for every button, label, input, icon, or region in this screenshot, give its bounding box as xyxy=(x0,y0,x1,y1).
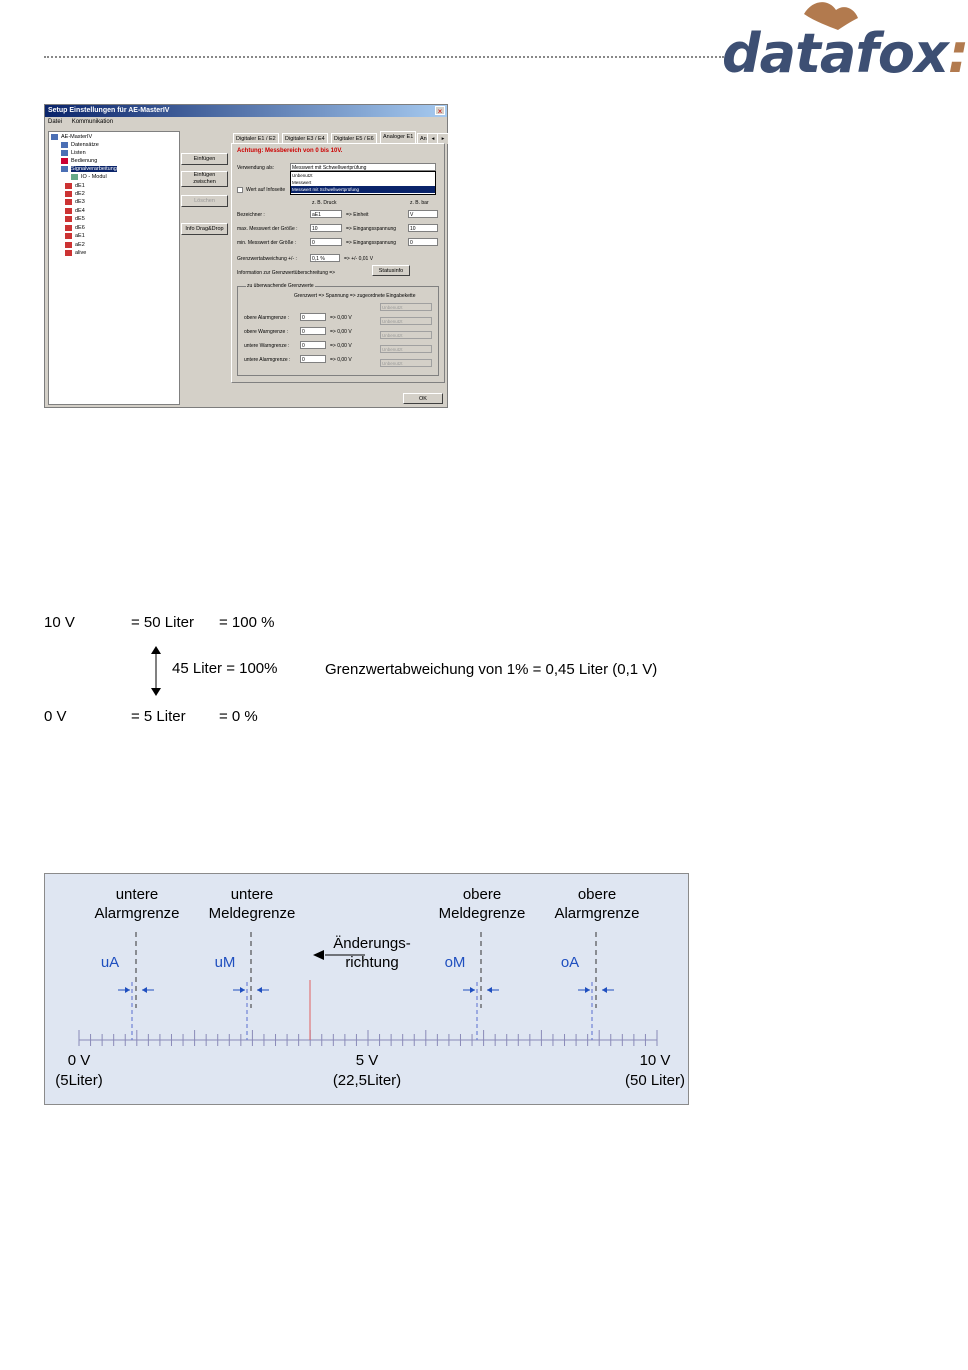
option-messwert-schwellwert[interactable]: Messwert mit Schwellwertprüfung xyxy=(291,186,435,193)
row3-volt: 0 V xyxy=(44,708,67,725)
hysteresis-arrow-icon xyxy=(257,987,262,993)
tab-analog-e1[interactable]: Analoger E1 xyxy=(380,131,416,144)
header-dotted-rule xyxy=(44,56,724,58)
axis-min-liter: (5Liter) xyxy=(55,1072,103,1089)
limit-volt: => 0,00 V xyxy=(330,343,352,349)
module-icon xyxy=(71,174,78,180)
tab-digital-e3-e4[interactable]: Digitaler E3 / E4 xyxy=(282,133,328,144)
signal-icon xyxy=(61,166,68,172)
limit-input[interactable]: 0 xyxy=(300,313,326,321)
deviation-label: Grenzwertabweichung +/- : xyxy=(237,256,297,262)
tree-item-de1[interactable]: dE1 xyxy=(65,182,85,190)
input-icon xyxy=(65,225,72,231)
limit-marker xyxy=(463,932,499,1040)
designation-label: Bezeichner : xyxy=(237,212,265,218)
insert-button[interactable]: Einfügen xyxy=(181,153,228,165)
min-volt-input[interactable]: 0 xyxy=(408,238,438,246)
tree-item-io-modul[interactable]: IO - Modul xyxy=(71,173,107,181)
table-icon xyxy=(61,142,68,148)
row3-percent: = 0 % xyxy=(219,708,258,725)
option-unbenutzt[interactable]: Unbenutzt xyxy=(292,173,313,178)
limit-marker xyxy=(118,932,154,1040)
limits-group xyxy=(237,283,439,376)
tree-item-signalverarbeitung[interactable]: Signalverarbeitung xyxy=(61,165,117,173)
limit-chain-select[interactable]: Unbenutzt xyxy=(380,345,432,353)
tab-scroll-right-icon[interactable]: ▸ xyxy=(437,133,449,144)
hint-left: z. B. Druck xyxy=(312,200,337,206)
hysteresis-arrow-icon xyxy=(470,987,475,993)
input-icon xyxy=(65,191,72,197)
status-info-button[interactable]: Statusinfo xyxy=(372,265,410,276)
marker-um-code: uM xyxy=(214,954,236,971)
min-label: min. Messwert der Größe : xyxy=(237,240,297,246)
marker-um-line2: Meldegrenze xyxy=(208,905,296,922)
usage-options-list xyxy=(290,171,436,195)
axis-mid-volt: 5 V xyxy=(355,1052,379,1069)
min-input[interactable]: 0 xyxy=(310,238,342,246)
operation-icon xyxy=(61,158,68,164)
tab-digital-e5-e6[interactable]: Digitaler E5 / E6 xyxy=(331,133,377,144)
tab-digital-e1-e2[interactable]: Digitaler E1 / E2 xyxy=(233,133,279,144)
tree-item-de2[interactable]: dE2 xyxy=(65,190,85,198)
delete-button[interactable]: Löschen xyxy=(181,195,228,207)
usage-label: Verwendung als: xyxy=(237,165,274,171)
max-volt-label: => Eingangsspannung xyxy=(346,226,397,232)
max-volt-input[interactable]: 10 xyxy=(408,224,438,232)
marker-om-line2: Meldegrenze xyxy=(438,905,526,922)
marker-oa-line1: obere xyxy=(577,886,617,903)
tree-item-datensaetze[interactable]: Datensätze xyxy=(61,141,99,149)
range-warning: Achtung: Messbereich von 0 bis 10V. xyxy=(237,148,343,154)
tree-item-ae2[interactable]: aE2 xyxy=(65,241,85,249)
limit-label: obere Alarmgrenze : xyxy=(244,315,290,321)
limit-label: obere Warngrenze : xyxy=(244,329,289,335)
hysteresis-arrow-icon xyxy=(142,987,147,993)
direction-line1: Änderungs- xyxy=(333,935,411,952)
checkbox-label: Wert auf Infoseite xyxy=(246,187,286,193)
marker-om-line1: obere xyxy=(462,886,502,903)
limit-volt: => 0,00 V xyxy=(330,357,352,363)
marker-ua-line2: Alarmgrenze xyxy=(94,905,180,922)
row1-liter: = 50 Liter xyxy=(131,614,194,631)
hysteresis-arrow-icon xyxy=(602,987,607,993)
ok-button[interactable]: OK xyxy=(403,393,443,404)
close-icon[interactable]: × xyxy=(435,106,445,115)
limit-volt: => 0,00 V xyxy=(330,329,352,335)
limit-chain-select[interactable]: Unbenutzt xyxy=(380,331,432,339)
max-label: max. Messwert der Größe : xyxy=(237,226,298,232)
limit-volt: => 0,00 V xyxy=(330,315,352,321)
limit-input[interactable]: 0 xyxy=(300,355,326,363)
group-title: zu überwachende Grenzwerte xyxy=(247,283,314,289)
range-double-arrow-icon xyxy=(148,646,164,696)
limit-input[interactable]: 0 xyxy=(300,327,326,335)
info-page-checkbox[interactable] xyxy=(237,187,243,193)
tree-item-ae-master[interactable]: AE-MasterIV xyxy=(51,133,92,141)
limit-marker xyxy=(233,932,269,1040)
tree-item-alive[interactable]: alive xyxy=(65,249,86,257)
limit-chain-select[interactable]: Unbenutzt xyxy=(380,317,432,325)
unit-label: => Einheit xyxy=(346,212,369,218)
tab-scroll-left-icon[interactable]: ◂ xyxy=(427,133,439,144)
limit-input[interactable]: 0 xyxy=(300,341,326,349)
input-icon xyxy=(65,250,72,256)
marker-ua-code: uA xyxy=(100,954,120,971)
chain-select-top[interactable]: Unbenutzt xyxy=(380,303,432,311)
input-icon xyxy=(65,208,72,214)
row1-volt: 10 V xyxy=(44,614,75,631)
tab-analog-e2[interactable]: An xyxy=(417,133,430,144)
limit-chain-select[interactable]: Unbenutzt xyxy=(380,359,432,367)
tree-item-de5[interactable]: dE5 xyxy=(65,215,85,223)
threshold-scale-diagram xyxy=(44,873,689,1105)
info-dragdrop-button[interactable]: Info Drag&Drop xyxy=(181,223,228,235)
tree-item-de4[interactable]: dE4 xyxy=(65,207,85,215)
limit-marker xyxy=(578,932,614,1040)
hysteresis-arrow-icon xyxy=(125,987,130,993)
hint-right: z. B. bar xyxy=(410,200,429,206)
device-icon xyxy=(51,134,58,140)
limit-label: untere Warngrenze : xyxy=(244,343,290,349)
axis-mid-liter: (22,5Liter) xyxy=(332,1072,402,1089)
group-header: Grenzwert => Spannung => zugeordnete Eingabekette xyxy=(294,293,416,299)
list-icon xyxy=(61,150,68,156)
setup-dialog xyxy=(44,104,448,408)
designation-input[interactable]: aE1 xyxy=(310,210,342,218)
range-text: 45 Liter = 100% xyxy=(172,660,278,677)
usage-select[interactable]: Messwert mit Schwellwertprüfung xyxy=(290,163,436,171)
info-label: Information zur Grenzwertüberschreitung => xyxy=(237,270,336,276)
deviation-result: => +/- 0,01 V xyxy=(344,256,374,262)
option-messwert[interactable]: Messwert xyxy=(292,180,312,185)
input-icon xyxy=(65,183,72,189)
unit-input[interactable]: V xyxy=(408,210,438,218)
tree-item-listen[interactable]: Listen xyxy=(61,149,86,157)
direction-line2: richtung xyxy=(345,954,399,971)
limit-label: untere Alarmgrenze : xyxy=(244,357,291,363)
marker-um-line1: untere xyxy=(230,886,274,903)
input-icon xyxy=(65,242,72,248)
row3-liter: = 5 Liter xyxy=(131,708,186,725)
max-input[interactable]: 10 xyxy=(310,224,342,232)
input-icon xyxy=(65,199,72,205)
tree-item-bedienung[interactable]: Bedienung xyxy=(61,157,97,165)
hysteresis-arrow-icon xyxy=(585,987,590,993)
analog-panel xyxy=(231,143,445,383)
tree-item-ae1[interactable]: aE1 xyxy=(65,232,85,240)
menu-item-datei[interactable]: Datei xyxy=(48,119,63,125)
deviation-select[interactable]: 0,1 % xyxy=(310,254,340,262)
insert-between-button[interactable]: Einfügen zwischen xyxy=(181,171,228,187)
axis-max-volt: 10 V xyxy=(639,1052,671,1069)
input-icon xyxy=(65,233,72,239)
min-volt-label: => Eingangsspannung xyxy=(346,240,397,246)
axis-max-liter: (50 Liter) xyxy=(624,1072,686,1089)
menu-bar xyxy=(48,119,121,125)
marker-oa-code: oA xyxy=(560,954,580,971)
tree-item-de6[interactable]: dE6 xyxy=(65,224,85,232)
hysteresis-arrow-icon xyxy=(487,987,492,993)
dialog-title: Setup Einstellungen für AE-MasterIV xyxy=(45,105,447,117)
input-icon xyxy=(65,216,72,222)
scale-ticks xyxy=(79,1030,657,1046)
menu-item-kommunikation[interactable]: Kommunikation xyxy=(71,119,114,125)
axis-min-volt: 0 V xyxy=(67,1052,91,1069)
hysteresis-arrow-icon xyxy=(240,987,245,993)
marker-om-code: oM xyxy=(444,954,466,971)
row1-percent: = 100 % xyxy=(219,614,275,631)
settings-tree xyxy=(48,131,180,405)
marker-ua-line1: untere xyxy=(115,886,159,903)
deviation-text: Grenzwertabweichung von 1% = 0,45 Liter (0,1 V) xyxy=(325,661,658,678)
tree-item-de3[interactable]: dE3 xyxy=(65,198,85,206)
brand-logo-text: datafox: xyxy=(722,22,968,85)
marker-oa-line2: Alarmgrenze xyxy=(554,905,640,922)
